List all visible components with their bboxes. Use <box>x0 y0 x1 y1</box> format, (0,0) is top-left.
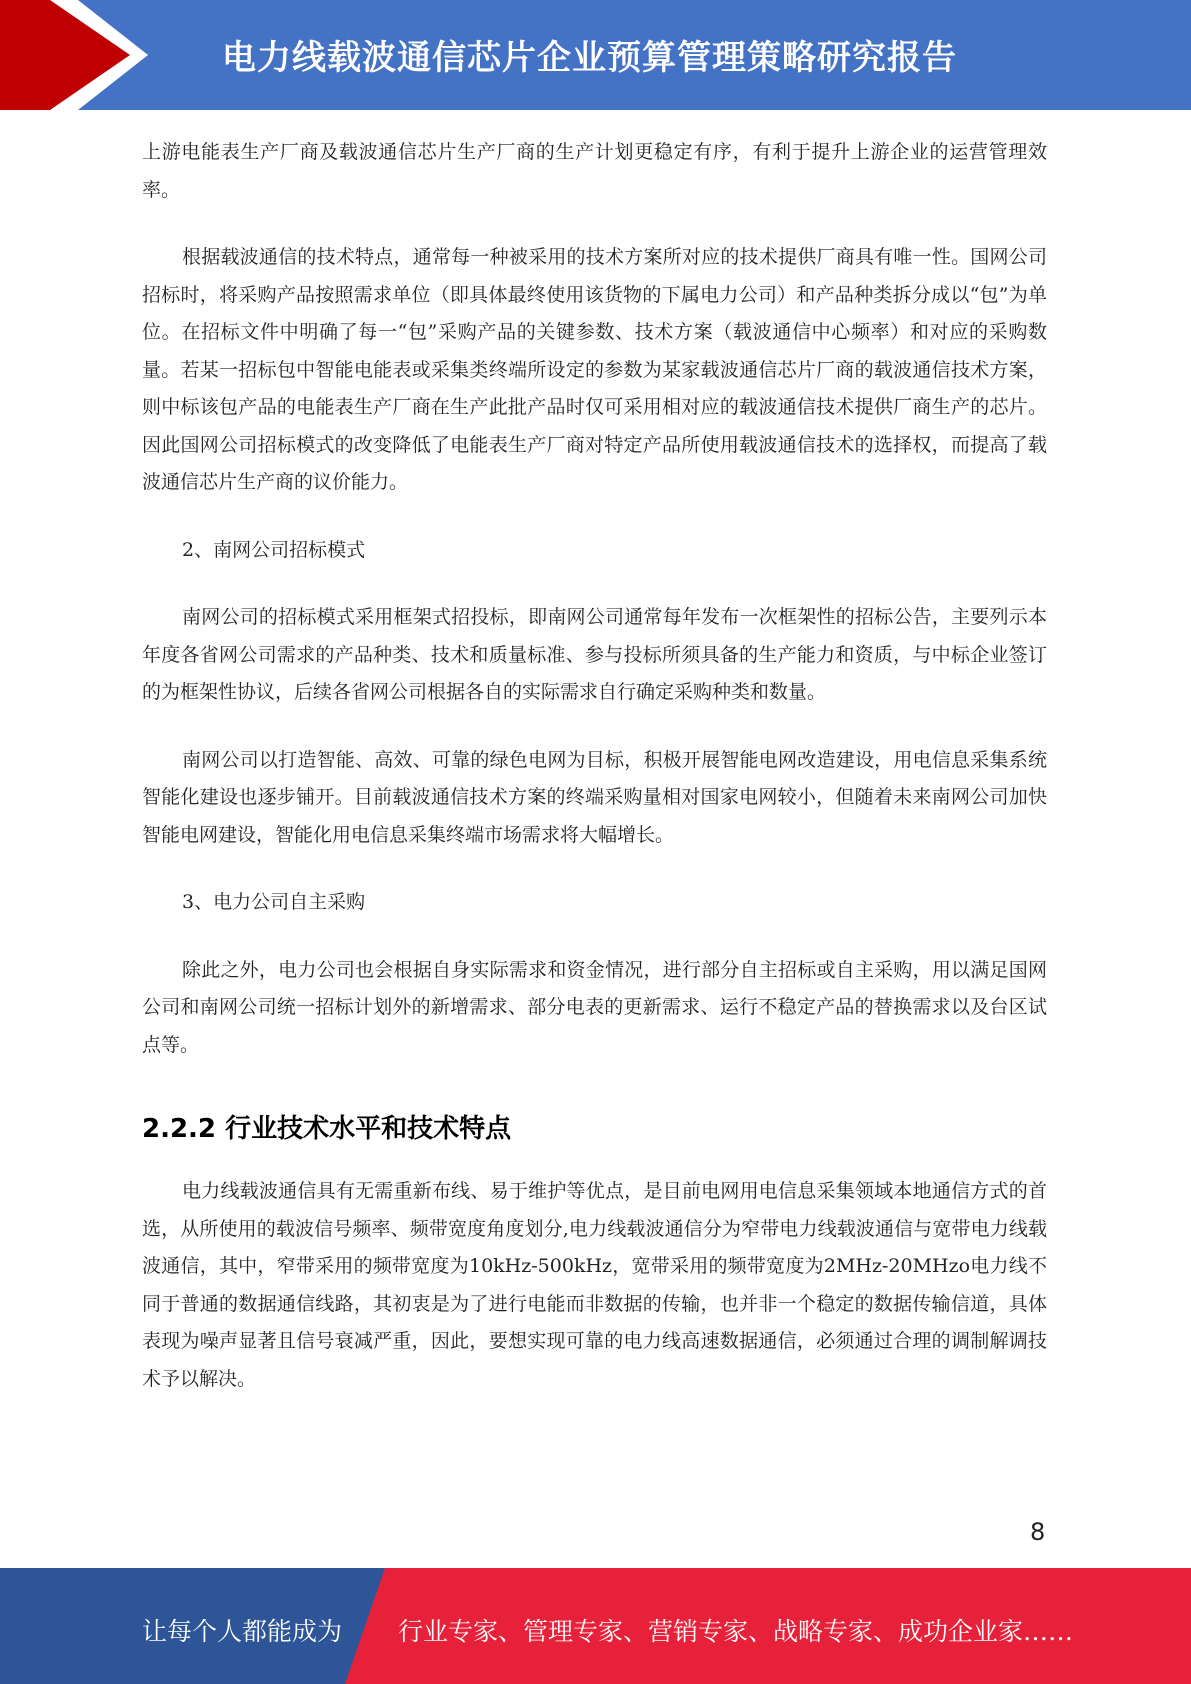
list-item-self-procurement: 3、电力公司自主采购 <box>182 891 366 913</box>
page-footer <box>0 1568 1191 1684</box>
paragraph-self-procurement: 除此之外，电力公司也会根据自身实际需求和资金情况，进行部分自主招标或自主采购，用以满足国网公司和南网公司统一招标计划外的新增需求、部分电表的更新需求、运行不稳定产品的替换需求以及台区试点等。 <box>142 958 1047 1056</box>
paragraph-tech-characteristics: 根据载波通信的技术特点，通常每一种被采用的技术方案所对应的技术提供厂商具有唯一性。国网公司招标时，将采购产品按照需求单位（即具体最终使用该货物的下属电力公司）和产品种类拆分成以“包”为单位。在招标文件中明确了每一“包”采购产品的关键参数、技术方案（载波通信中心频率）和对应的采购数量。若某一招标包中智能电能表或采集类终端所设定的参数为某家载波通信芯片厂商的载波通信技术方案，则中标该包产品的电能表生产厂商在生产此批产品时仅可采用相对应的载波通信技术提供厂商生产的芯片。因此国网公司招标模式的改变降低了电能表生产厂商对特定产品所使用载波通信技术的选择权，而提高了载波通信芯片生产商的议价能力。 <box>142 246 1047 493</box>
list-item-southern-grid-bidding: 2、南网公司招标模式 <box>182 538 366 561</box>
paragraph-plc-technology: 电力线载波通信具有无需重新布线、易于维护等优点，是目前电网用电信息采集领域本地通信方式的首选，从所使用的载波信号频率、频带宽度角度划分,电力线载波通信分为窄带电力线载波通信与宽带电力线载波通信，其中，窄带采用的频带宽度为10kHz-500kHz，宽带采用的频带宽度为2MHz-20MHzo电力线不同于普通的数据通信线路，其初衷是为了进行电能而非数据的传输，也并非一个稳定的数据传输信道，具体表现为噪声显著且信号衰减严重，因此，要想实现可靠的电力线高速数据通信，必须通过合理的调制解调技术予以解决。 <box>142 1180 1047 1390</box>
paragraph-continuation: 上游电能表生产厂商及载波通信芯片生产厂商的生产计划更稳定有序，有利于提升上游企业的运营管理效率。 <box>142 141 1047 201</box>
document-body <box>142 134 1047 1428</box>
footer-slogan-left: 让每个人都能成为 <box>142 1617 343 1646</box>
paragraph-framework-bidding: 南网公司的招标模式采用框架式招投标，即南网公司通常每年发布一次框架性的招标公告，主要列示本年度各省网公司需求的产品种类、技术和质量标准、参与投标所须具备的生产能力和资质，与中标企业签订的为框架性协议，后续各省网公司根据各自的实际需求自行确定采购种类和数量。 <box>142 606 1047 703</box>
paragraph-smart-grid: 南网公司以打造智能、高效、可靠的绿色电网为目标，积极开展智能电网改造建设，用电信息采集系统智能化建设也逐步铺开。目前载波通信技术方案的终端采购量相对国家电网较小，但随着未来南网公司加快智能电网建设，智能化用电信息采集终端市场需求将大幅增长。 <box>142 748 1047 846</box>
footer-slogan-right: 行业专家、管理专家、营销专家、战略专家、成功企业家…… <box>398 1617 1074 1646</box>
report-title: 电力线载波通信芯片企业预算管理策略研究报告 <box>222 38 957 78</box>
header-arrow-decoration <box>0 0 160 110</box>
section-heading: 2.2.2 行业技术水平和技术特点 <box>142 1114 512 1144</box>
page-number: 8 <box>1030 1518 1046 1546</box>
page-header <box>0 0 1191 110</box>
